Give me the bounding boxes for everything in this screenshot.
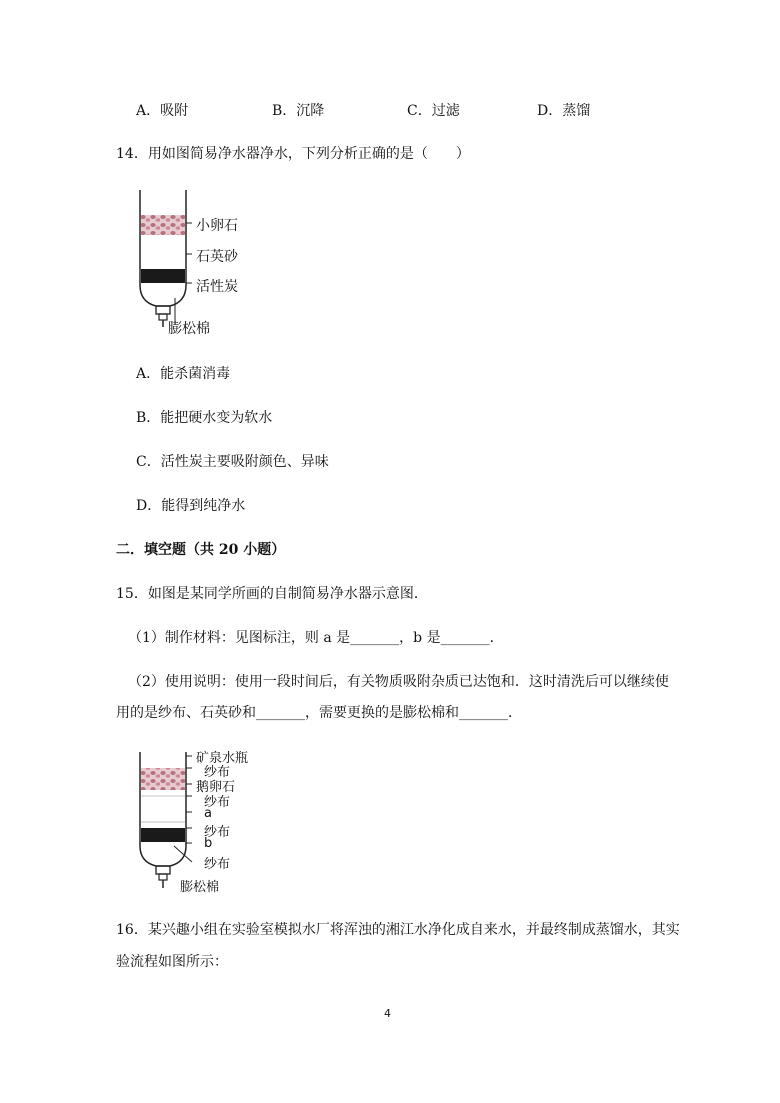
q15-part2-line1: （2）使用说明：使用一段时间后，有关物质吸附杂质已达饱和．这时清洗后可以继续使	[128, 674, 669, 690]
q15-label-a: a	[204, 806, 212, 821]
q15-purifier-diagram	[130, 746, 280, 898]
q14-pebble-layer	[141, 215, 185, 235]
q15-pebble-layer	[141, 768, 185, 790]
page-number: 4	[384, 1007, 391, 1020]
q14-label-quartz: 石英砂	[196, 249, 238, 265]
q13-option-b: B．沉降	[272, 103, 325, 119]
q15-label-gauze-1: 纱布	[204, 765, 231, 780]
q14-label-carbon: 活性炭	[196, 279, 238, 295]
q14-option-d: D．能得到纯净水	[136, 498, 246, 514]
q16-line1: 16．某兴趣小组在实验室模拟水厂将浑浊的湘江水净化成自来水，并最终制成蒸馏水，其实	[116, 922, 680, 938]
section2-heading: 二．填空题（共 20 小题）	[116, 542, 286, 558]
q13-options	[136, 100, 656, 122]
q14-stem: 14．用如图简易净水器净水，下列分析正确的是（ ）	[116, 146, 470, 162]
q15-label-pebbles: 鹅卵石	[196, 780, 236, 795]
q14-purifier-diagram	[130, 190, 270, 340]
q15-label-b: b	[204, 836, 213, 851]
q13-option-c: C．过滤	[407, 103, 460, 119]
q14-option-a: A．能杀菌消毒	[136, 366, 231, 382]
q15-label-gauze-4: 纱布	[204, 857, 231, 872]
q15-part2-line2: 用的是纱布、石英砂和_______，需要更换的是膨松棉和_______．	[116, 705, 522, 721]
q15-label-gauze-3: 纱布	[204, 825, 231, 840]
q13-option-d: D．蒸馏	[537, 103, 591, 119]
q15-label-cotton: 膨松棉	[180, 880, 220, 895]
q14-option-b: B．能把硬水变为软水	[136, 410, 273, 426]
q14-label-cotton: 膨松棉	[168, 321, 210, 337]
q16-line2: 验流程如图所示：	[116, 954, 228, 970]
q15-stem: 15．如图是某同学所画的自制简易净水器示意图．	[116, 586, 428, 602]
q13-option-a: A．吸附	[136, 103, 189, 119]
q15-carbon-layer	[141, 828, 185, 842]
q14-label-pebbles: 小卵石	[196, 218, 238, 234]
q15-label-gauze-2: 纱布	[204, 795, 231, 810]
q14-carbon-layer	[141, 269, 185, 283]
q15-label-bottle: 矿泉水瓶	[196, 751, 249, 766]
q14-option-c: C．活性炭主要吸附颜色、异味	[136, 454, 329, 470]
q15-part1: （1）制作材料：见图标注，则 a 是_______，b 是_______．	[128, 630, 504, 646]
